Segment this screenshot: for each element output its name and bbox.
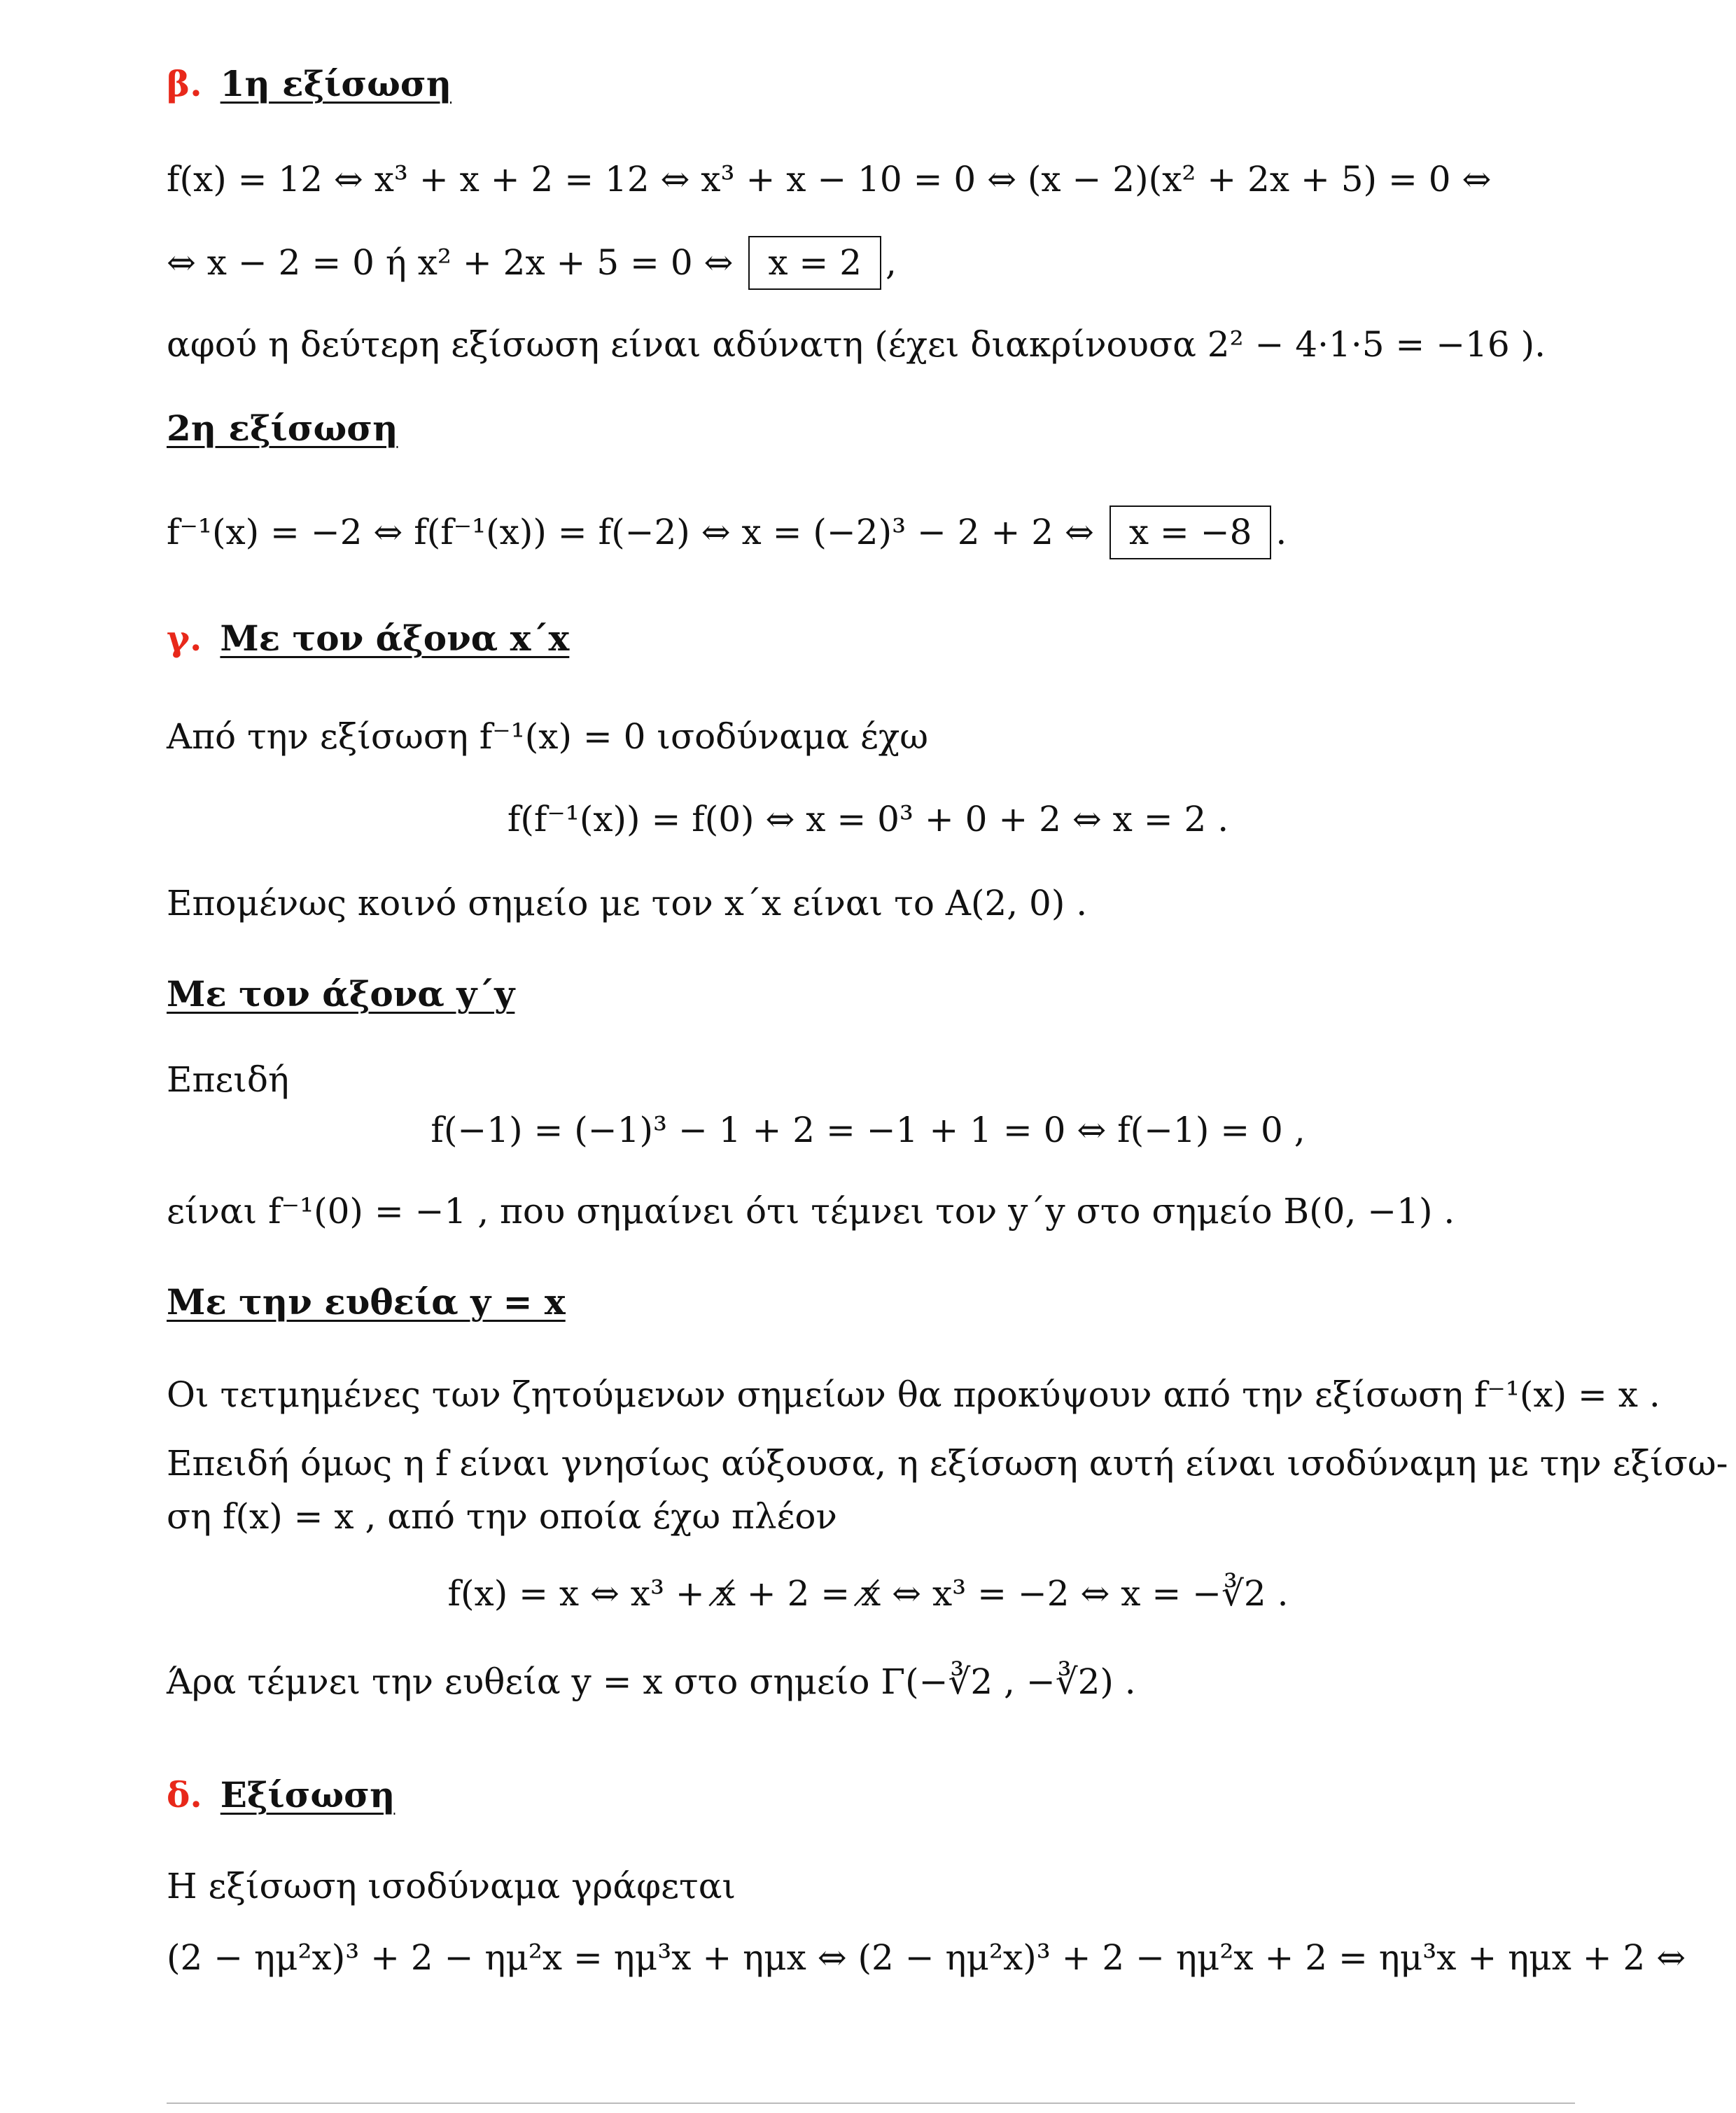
text-line: αφού η δεύτερη εξίσωση είναι αδύνατη (έχει διακρίνουσα 2² − 4·1·5 = −16 ).	[167, 324, 1546, 365]
subheading	[167, 407, 398, 449]
text-line: είναι f⁻¹(0) = −1 , που σημαίνει ότι τέμνει τον y΄y στο σημείο B(0, −1) .	[167, 1191, 1455, 1232]
display-equation: f(f⁻¹(x)) = f(0) ⇔ x = 0³ + 0 + 2 ⇔ x = 2 .	[507, 799, 1229, 839]
equation-line-boxed	[167, 505, 1287, 559]
section-marker-gamma: γ.	[167, 618, 202, 659]
heading-x-axis: Με τον άξονα x΄x	[220, 618, 570, 659]
section-delta-heading	[167, 1774, 395, 1816]
equation-line: f(x) = 12 ⇔ x³ + x + 2 = 12 ⇔ x³ + x − 10 = 0 ⇔ (x − 2)(x² + 2x + 5) = 0 ⇔	[167, 159, 1492, 200]
display-equation: f(x) = x ⇔ x³ + x̸ + 2 = x̸ ⇔ x³ = −2 ⇔ x = −∛2 .	[447, 1573, 1289, 1614]
text-line: Επειδή όμως η f είναι γνησίως αύξουσα, η εξίσωση αυτή είναι ισοδύναμη με την εξίσω-	[167, 1443, 1728, 1484]
display-equation: f(−1) = (−1)³ − 1 + 2 = −1 + 1 = 0 ⇔ f(−1) = 0 ,	[430, 1110, 1306, 1150]
equation-punctuation: .	[1275, 512, 1287, 552]
equation-text: f⁻¹(x) = −2 ⇔ f(f⁻¹(x)) = f(−2) ⇔ x = (−2)³ − 2 + 2 ⇔	[167, 512, 1094, 552]
heading-y-axis: Με τον άξονα y΄y	[167, 973, 515, 1014]
equation-punctuation: ,	[886, 242, 897, 283]
equation-text: ⇔ x − 2 = 0 ή x² + 2x + 5 = 0 ⇔	[167, 242, 734, 283]
section-beta-heading	[167, 63, 451, 105]
heading-line-y-equals-x: Με την ευθεία y = x	[167, 1281, 566, 1323]
footer-rule	[167, 2102, 1575, 2104]
subheading	[167, 973, 514, 1015]
text-line: ση f(x) = x , από την οποία έχω πλέον	[167, 1496, 837, 1537]
heading-equation-1: 1η εξίσωση	[220, 63, 452, 104]
section-marker-beta: β.	[167, 63, 202, 104]
text-line: Επειδή	[167, 1059, 289, 1100]
heading-equation: Εξίσωση	[220, 1774, 396, 1815]
section-gamma-heading	[167, 618, 569, 660]
equation-line-boxed	[167, 236, 897, 290]
text-line: Επομένως κοινό σημείο με τον x΄x είναι το A(2, 0) .	[167, 883, 1088, 923]
section-marker-delta: δ.	[167, 1774, 202, 1815]
subheading	[167, 1281, 566, 1323]
equation-line: (2 − ημ²x)³ + 2 − ημ²x = ημ³x + ημx ⇔ (2 − ημ²x)³ + 2 − ημ²x + 2 = ημ³x + ημx + 2 ⇔	[167, 1937, 1686, 1978]
boxed-answer: x = 2	[748, 236, 881, 290]
text-line: Από την εξίσωση f⁻¹(x) = 0 ισοδύναμα έχω	[167, 716, 928, 757]
boxed-answer: x = −8	[1110, 505, 1272, 559]
heading-equation-2: 2η εξίσωση	[167, 407, 398, 449]
text-line: Η εξίσωση ισοδύναμα γράφεται	[167, 1866, 736, 1906]
text-line: Άρα τέμνει την ευθεία y = x στο σημείο Γ(−∛2 , −∛2) .	[167, 1661, 1136, 1702]
text-line: Οι τετμημένες των ζητούμενων σημείων θα προκύψουν από την εξίσωση f⁻¹(x) = x .	[167, 1374, 1660, 1415]
